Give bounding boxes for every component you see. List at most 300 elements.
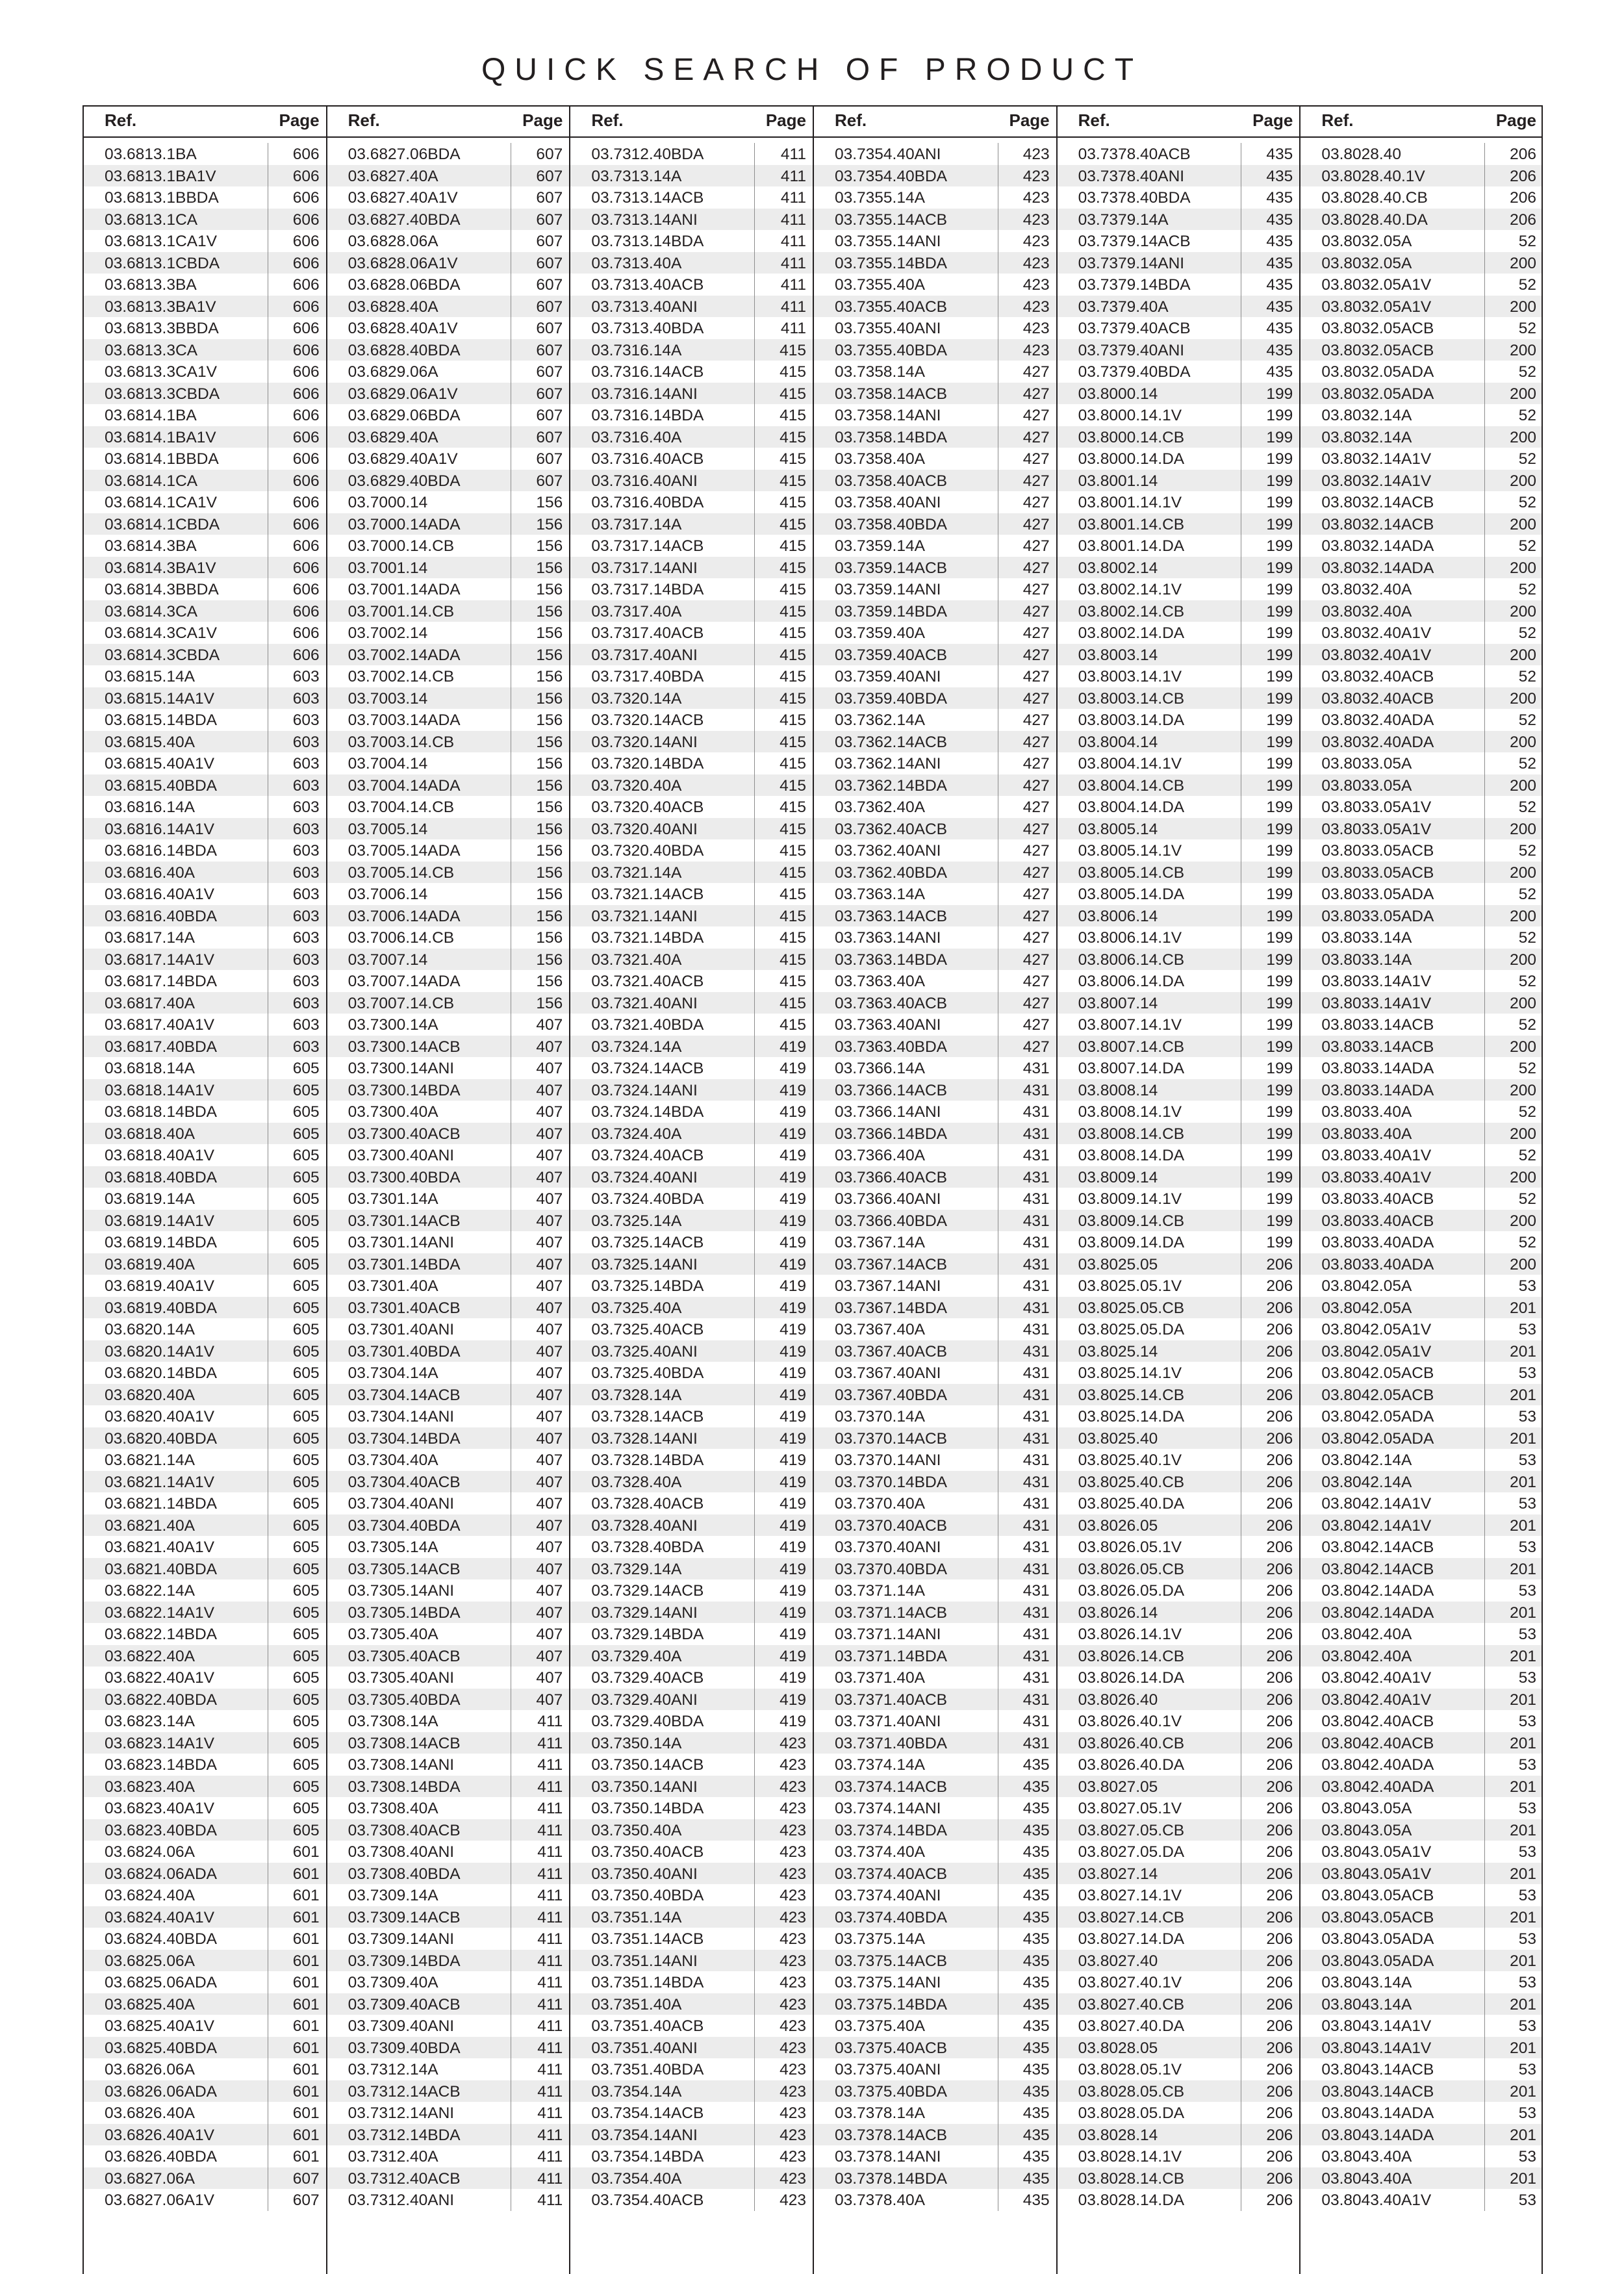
page-cell: 427 (1022, 951, 1050, 969)
ref-cell: 03.7308.14ACB (348, 1734, 461, 1752)
ref-cell: 03.8043.05ADA (1321, 1952, 1434, 1970)
ref-cell: 03.6814.1BA (105, 407, 197, 424)
ref-cell: 03.8009.14.1V (1078, 1190, 1182, 1208)
table-row (82, 339, 326, 361)
page-cell: 419 (780, 1408, 806, 1425)
ref-cell: 03.7374.40ANI (835, 1887, 941, 1904)
page-cell: 605 (292, 1147, 320, 1164)
ref-cell: 03.8032.05ADA (1321, 363, 1434, 381)
ref-cell: 03.7367.40BDA (835, 1386, 947, 1404)
table-row (326, 1776, 570, 1798)
table-row (1056, 404, 1300, 426)
page-cell: 411 (537, 1974, 563, 1991)
ref-cell: 03.8043.14ACB (1321, 2082, 1434, 2101)
table-row (1056, 1863, 1300, 1885)
table-row (1056, 644, 1300, 666)
ref-cell: 03.7366.14ACB (835, 1081, 947, 1099)
table-row (326, 1667, 570, 1689)
ref-cell: 03.6828.06A (348, 233, 438, 250)
table-row (813, 949, 1056, 971)
ref-cell: 03.7371.14A (835, 1582, 925, 1600)
page-cell: 199 (1266, 1016, 1293, 1034)
ref-cell: 03.8008.14.1V (1078, 1103, 1182, 1121)
table-row (82, 731, 326, 753)
page-cell: 606 (292, 450, 320, 468)
ref-cell: 03.8043.40A1V (1321, 2191, 1432, 2209)
page-cell: 52 (1518, 755, 1536, 773)
table-row (82, 1884, 326, 1906)
table-row (82, 600, 326, 622)
page-cell: 52 (1518, 973, 1536, 990)
page-cell: 605 (292, 1516, 320, 1535)
page-cell: 206 (1266, 1582, 1293, 1600)
ref-cell: 03.7374.40BDA (835, 1908, 947, 1926)
table-row (82, 1841, 326, 1863)
table-row (326, 600, 570, 622)
ref-cell: 03.7379.14ACB (1078, 233, 1191, 250)
table-row (813, 209, 1056, 231)
index-column (569, 105, 813, 2274)
page-cell: 431 (1022, 1212, 1050, 1230)
page-cell: 427 (1022, 624, 1050, 642)
ref-cell: 03.8004.14.DA (1078, 798, 1185, 816)
page-cell: 407 (536, 1103, 563, 1121)
ref-cell: 03.6813.3BA (105, 276, 197, 294)
page-cell: 156 (536, 515, 563, 533)
ref-cell: 03.7351.14A (591, 1908, 682, 1926)
page-cell: 411 (537, 1930, 563, 1948)
table-row (1299, 1602, 1543, 1624)
page-cell: 199 (1266, 1234, 1293, 1251)
ref-cell: 03.7379.14BDA (1078, 276, 1191, 294)
ref-cell: 03.6818.14A1V (105, 1081, 214, 1099)
page-cell: 427 (1022, 842, 1050, 860)
page-cell: 415 (780, 951, 806, 969)
page-cell: 206 (1266, 1691, 1293, 1709)
ref-cell: 03.8033.05ACB (1321, 863, 1434, 882)
ref-cell: 03.6813.3CA (105, 341, 198, 359)
page-cell: 605 (292, 1321, 320, 1338)
ref-cell: 03.7362.40A (835, 798, 925, 816)
page-cell: 419 (780, 1429, 806, 1448)
ref-cell: 03.7324.14ANI (591, 1081, 698, 1099)
ref-cell: 03.8003.14.1V (1078, 668, 1182, 685)
page-cell: 423 (1022, 233, 1050, 250)
page-cell: 415 (780, 450, 806, 468)
ref-cell: 03.7378.40ACB (1078, 146, 1191, 163)
ref-cell: 03.7363.14BDA (835, 951, 947, 969)
ref-cell: 03.8002.14 (1078, 559, 1158, 577)
ref-cell: 03.7351.40ANI (591, 2039, 698, 2057)
page-cell: 415 (780, 341, 806, 359)
page-cell: 427 (1022, 689, 1050, 708)
page-cell: 435 (1022, 1778, 1050, 1796)
page-cell: 201 (1510, 1908, 1536, 1926)
ref-cell: 03.7301.14BDA (348, 1255, 461, 1273)
ref-cell: 03.6827.06A1V (105, 2191, 214, 2209)
page-cell: 415 (780, 842, 806, 860)
table-row (326, 1884, 570, 1906)
page-cell: 605 (292, 1234, 320, 1251)
table-row (326, 361, 570, 383)
table-row (569, 1231, 813, 1253)
page-cell: 411 (537, 2191, 563, 2209)
page-cell: 415 (780, 689, 806, 708)
table-row (326, 1602, 570, 1624)
page-cell: 156 (536, 755, 563, 773)
page-cell: 52 (1518, 929, 1536, 947)
table-row (326, 1471, 570, 1493)
table-row (569, 1797, 813, 1819)
ref-cell: 03.7355.14ACB (835, 211, 947, 229)
page-cell: 607 (536, 341, 563, 359)
ref-cell: 03.8042.05A1V (1321, 1321, 1432, 1338)
column-divider (1056, 105, 1058, 2274)
page-cell: 427 (1022, 711, 1050, 729)
page-cell: 605 (292, 1342, 320, 1361)
table-row (326, 1101, 570, 1123)
ref-cell: 03.7370.40A (835, 1495, 925, 1513)
ref-cell: 03.7300.14A (348, 1016, 438, 1034)
page-cell: 206 (1266, 1539, 1293, 1556)
page-cell: 605 (292, 1299, 320, 1317)
table-row (813, 1384, 1056, 1406)
ref-cell: 03.7300.40ACB (348, 1125, 461, 1143)
ref-cell: 03.7321.40BDA (591, 1016, 704, 1034)
page-cell: 411 (780, 233, 806, 250)
ref-cell: 03.8033.40A1V (1321, 1147, 1432, 1164)
ref-cell: 03.7375.40ANI (835, 2061, 941, 2078)
page-cell: 415 (780, 581, 806, 598)
ref-cell: 03.8033.05ADA (1321, 886, 1434, 903)
ref-cell: 03.6823.14A (105, 1713, 195, 1730)
table-row (82, 143, 326, 165)
table-row (326, 1340, 570, 1362)
table-row (1056, 1014, 1300, 1036)
page-cell: 603 (292, 951, 320, 969)
ref-cell: 03.8028.40.1V (1321, 167, 1425, 185)
page-cell: 607 (536, 167, 563, 185)
table-row (1299, 1405, 1543, 1427)
ref-cell: 03.6813.1CA (105, 211, 198, 229)
table-row (1056, 949, 1300, 971)
table-row (82, 2037, 326, 2059)
table-row (1299, 557, 1543, 579)
table-row (813, 448, 1056, 470)
page-cell: 407 (536, 1429, 563, 1448)
table-row (326, 1057, 570, 1079)
page-cell: 605 (292, 1778, 320, 1796)
table-row (1056, 774, 1300, 797)
page-cell: 419 (780, 1060, 806, 1077)
page-cell: 419 (780, 1495, 806, 1513)
table-row (82, 2058, 326, 2080)
table-row (326, 1689, 570, 1711)
ref-cell: 03.7371.40BDA (835, 1734, 947, 1752)
table-row (326, 2189, 570, 2211)
page-cell: 199 (1266, 668, 1293, 685)
page-cell: 423 (1022, 189, 1050, 207)
table-row (569, 709, 813, 731)
page-cell: 415 (780, 428, 806, 446)
ref-cell: 03.6813.3BBDA (105, 320, 219, 337)
table-row (813, 186, 1056, 209)
page-cell: 53 (1518, 1277, 1536, 1295)
ref-cell: 03.7317.40ACB (591, 624, 704, 642)
ref-cell: 03.8004.14.1V (1078, 755, 1182, 773)
ref-cell: 03.7325.14ACB (591, 1234, 704, 1251)
ref-cell: 03.7329.14ANI (591, 1603, 698, 1622)
table-row (1299, 644, 1543, 666)
ref-cell: 03.7367.40ANI (835, 1364, 941, 1382)
ref-cell: 03.7329.14A (591, 1560, 682, 1578)
table-row (1056, 296, 1300, 318)
ref-cell: 03.7304.14ANI (348, 1408, 455, 1425)
table-row (1056, 252, 1300, 274)
page-cell: 431 (1022, 1190, 1050, 1208)
ref-cell: 03.6818.14A (105, 1060, 195, 1077)
ref-cell: 03.8033.40ADA (1321, 1255, 1434, 1273)
column-header (82, 105, 326, 136)
ref-cell: 03.8027.05.DA (1078, 1843, 1185, 1861)
ref-cell: 03.7321.14BDA (591, 929, 704, 947)
table-row (1299, 2015, 1543, 2037)
page-cell: 200 (1510, 1081, 1536, 1099)
page-cell: 605 (292, 1168, 320, 1186)
ref-cell: 03.8032.14A1V (1321, 472, 1432, 490)
table-row (326, 513, 570, 535)
ref-cell: 03.7363.14ANI (835, 929, 941, 947)
ref-cell: 03.7308.14ANI (348, 1756, 455, 1774)
page-cell: 419 (780, 1560, 806, 1578)
page-cell: 431 (1022, 1364, 1050, 1382)
table-row (326, 1514, 570, 1537)
table-row (1299, 839, 1543, 862)
table-row (326, 1971, 570, 1993)
table-row (569, 230, 813, 252)
ref-cell: 03.6828.40A1V (348, 320, 458, 337)
table-row (1299, 426, 1543, 448)
page-cell: 605 (292, 1473, 320, 1491)
table-row (82, 274, 326, 296)
page-cell: 411 (537, 1995, 563, 2013)
ref-cell: 03.8033.14ACB (1321, 1016, 1434, 1034)
table-row (1299, 1841, 1543, 1863)
page-cell: 415 (780, 559, 806, 577)
page-cell: 423 (1022, 298, 1050, 316)
page-cell: 199 (1266, 537, 1293, 555)
ref-cell: 03.7320.40ANI (591, 820, 698, 838)
ref-cell: 03.6817.40BDA (105, 1038, 217, 1056)
ref-cell: 03.6815.14A1V (105, 689, 214, 708)
table-row (326, 252, 570, 274)
page-cell: 206 (1266, 1626, 1293, 1643)
page-cell: 606 (292, 494, 320, 511)
table-row (1299, 1623, 1543, 1645)
ref-cell: 03.8032.05ACB (1321, 320, 1434, 337)
table-row (813, 1558, 1056, 1580)
page-cell: 407 (536, 1277, 563, 1295)
ref-cell: 03.7300.14ACB (348, 1038, 461, 1056)
page-cell: 605 (292, 1081, 320, 1099)
table-row (82, 1993, 326, 2015)
page-cell: 200 (1510, 1125, 1536, 1143)
table-row (1056, 513, 1300, 535)
page-cell: 427 (1022, 494, 1050, 511)
page-cell: 199 (1266, 711, 1293, 729)
column-header (1056, 105, 1300, 136)
ref-cell: 03.7366.40BDA (835, 1212, 947, 1230)
ref-cell: 03.8032.40A1V (1321, 646, 1432, 664)
table-row (813, 1710, 1056, 1732)
page-cell: 199 (1266, 994, 1293, 1012)
page-cell: 201 (1510, 1647, 1536, 1665)
ref-cell: 03.7312.14ACB (348, 2082, 461, 2101)
table-row (82, 535, 326, 557)
table-row (813, 1297, 1056, 1319)
ref-cell: 03.7309.40A (348, 1974, 438, 1991)
ref-cell: 03.7375.14ANI (835, 1974, 941, 1991)
table-row (1299, 2145, 1543, 2167)
ref-cell: 03.6822.14BDA (105, 1626, 217, 1643)
table-row (1299, 818, 1543, 840)
ref-cell: 03.7371.14BDA (835, 1647, 947, 1665)
page-cell: 52 (1518, 1190, 1536, 1208)
table-row (1299, 1645, 1543, 1667)
page-cell: 419 (780, 1299, 806, 1317)
table-row (326, 883, 570, 905)
ref-cell: 03.7325.14BDA (591, 1277, 704, 1295)
page-cell: 423 (780, 1734, 806, 1752)
table-row (813, 1950, 1056, 1972)
page-cell: 411 (537, 1952, 563, 1970)
page-cell: 206 (1510, 146, 1536, 163)
table-row (813, 578, 1056, 600)
page-cell: 53 (1518, 1321, 1536, 1338)
table-row (1056, 622, 1300, 644)
table-row (326, 1732, 570, 1754)
page-cell: 415 (780, 820, 806, 838)
page-cell: 411 (537, 1778, 563, 1796)
ref-cell: 03.8033.40ADA (1321, 1234, 1434, 1251)
table-row (813, 1471, 1056, 1493)
table-row (569, 1405, 813, 1427)
table-row (813, 317, 1056, 339)
table-row (1299, 796, 1543, 818)
table-row (82, 1036, 326, 1058)
table-row (813, 1188, 1056, 1210)
table-row (326, 1297, 570, 1319)
table-row (569, 992, 813, 1014)
page-cell: 431 (1022, 1408, 1050, 1425)
ref-cell: 03.7363.40A (835, 973, 925, 990)
table-row (569, 1732, 813, 1754)
page-cell: 607 (536, 189, 563, 207)
table-row (1299, 1231, 1543, 1253)
table-row (1056, 1579, 1300, 1602)
ref-cell: 03.8027.40.DA (1078, 2017, 1185, 2035)
ref-cell: 03.7367.40A (835, 1321, 925, 1338)
page-header: Page (1009, 110, 1050, 130)
table-row (82, 1471, 326, 1493)
ref-cell: 03.8042.05ACB (1321, 1364, 1434, 1382)
table-row (1056, 1362, 1300, 1384)
page-cell: 603 (292, 907, 320, 925)
page-cell: 206 (1266, 1299, 1293, 1317)
ref-cell: 03.8032.40ACB (1321, 689, 1434, 708)
ref-cell: 03.6829.40A1V (348, 450, 458, 468)
ref-cell: 03.7301.14ACB (348, 1212, 461, 1230)
ref-cell: 03.7300.40BDA (348, 1168, 461, 1186)
ref-cell: 03.8026.05.CB (1078, 1560, 1185, 1578)
page-cell: 601 (292, 1952, 320, 1970)
page-cell: 411 (780, 211, 806, 229)
table-row (569, 535, 813, 557)
page-cell: 407 (536, 1495, 563, 1513)
ref-cell: 03.7354.40ACB (591, 2191, 704, 2209)
table-row (326, 1166, 570, 1188)
page-cell: 206 (1266, 2082, 1293, 2101)
table-row (82, 1710, 326, 1732)
table-row (813, 1144, 1056, 1166)
page-cell: 407 (536, 1669, 563, 1687)
ref-cell: 03.8027.14.CB (1078, 1908, 1185, 1926)
table-row (1056, 1514, 1300, 1537)
ref-cell: 03.7308.40A (348, 1800, 438, 1817)
page-cell: 52 (1518, 1103, 1536, 1121)
ref-cell: 03.8032.14ADA (1321, 559, 1434, 577)
table-row (569, 883, 813, 905)
table-row (82, 2167, 326, 2190)
table-row (1299, 165, 1543, 187)
page-cell: 411 (537, 2148, 563, 2165)
page-cell: 427 (1022, 668, 1050, 685)
page-cell: 53 (1518, 1843, 1536, 1861)
ref-cell: 03.6814.1BA1V (105, 428, 216, 446)
table-row (569, 1427, 813, 1450)
page-cell: 52 (1518, 1060, 1536, 1077)
ref-cell: 03.8032.14A (1321, 407, 1412, 424)
page-cell: 605 (292, 1255, 320, 1273)
table-row (813, 1210, 1056, 1232)
page-cell: 415 (780, 776, 806, 795)
ref-cell: 03.6827.40A (348, 167, 438, 185)
table-row (326, 209, 570, 231)
ref-cell: 03.7366.14A (835, 1060, 925, 1077)
table-row (1299, 383, 1543, 405)
ref-cell: 03.6822.40A1V (105, 1669, 214, 1687)
table-row (1299, 1884, 1543, 1906)
table-row (326, 230, 570, 252)
table-row (82, 1057, 326, 1079)
page-cell: 156 (536, 668, 563, 685)
ref-cell: 03.8026.14.CB (1078, 1647, 1185, 1665)
page-cell: 52 (1518, 233, 1536, 250)
table-row (326, 2037, 570, 2059)
table-row (82, 905, 326, 927)
ref-cell: 03.6814.1CBDA (105, 515, 220, 533)
page-cell: 435 (1022, 2082, 1050, 2101)
ref-cell: 03.7313.14A (591, 167, 682, 185)
page-cell: 601 (292, 1843, 320, 1861)
table-row (326, 644, 570, 666)
ref-cell: 03.7324.40BDA (591, 1190, 704, 1208)
table-row (82, 361, 326, 383)
page-cell: 206 (1266, 1408, 1293, 1425)
table-row (82, 1275, 326, 1297)
ref-cell: 03.8042.05ADA (1321, 1429, 1434, 1448)
ref-cell: 03.7301.40ANI (348, 1321, 455, 1338)
